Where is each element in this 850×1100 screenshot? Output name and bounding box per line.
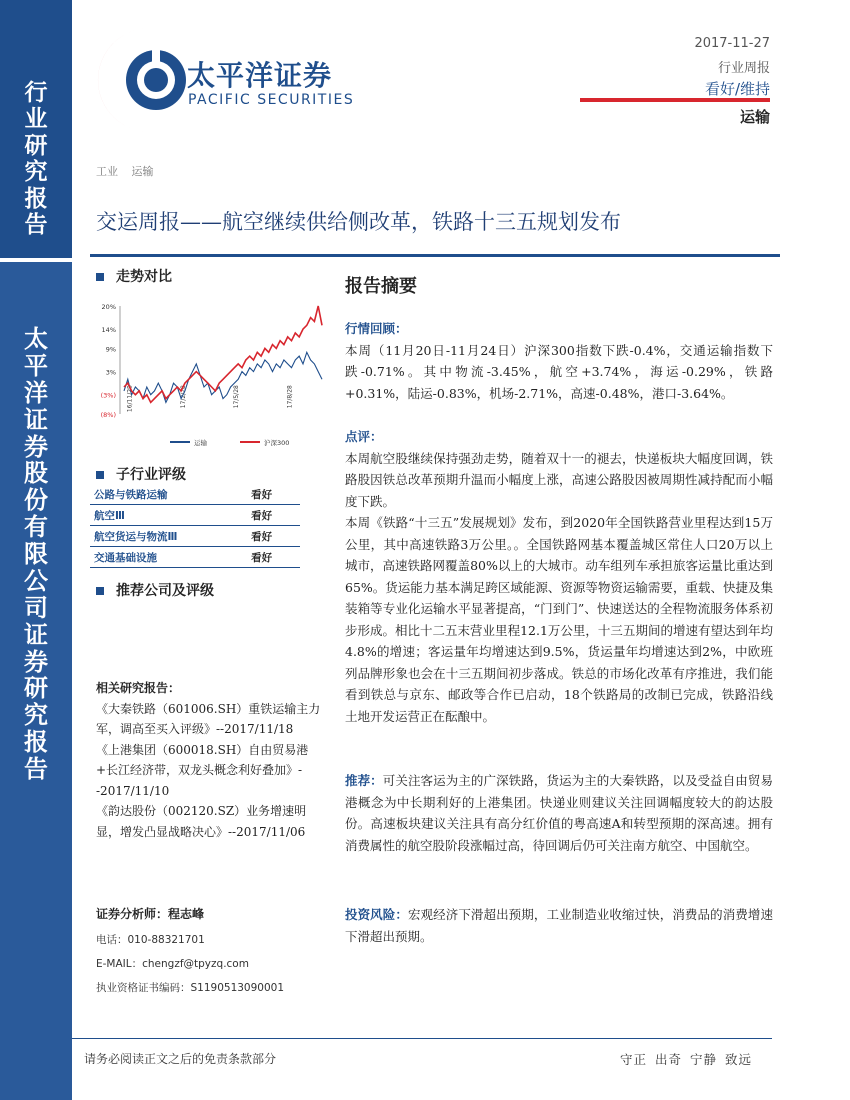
sidebar-company-label	[0, 326, 72, 783]
industry-rating: 看好/维持	[704, 80, 770, 98]
industry-name: 公路与铁路运输	[90, 484, 221, 505]
related-report-link[interactable]: 《上港集团（600018.SH）自由贸易港+长江经济带，双龙头概念利好叠加》--2017/11/10	[96, 742, 309, 798]
sidebar-char: 报	[24, 728, 48, 757]
sidebar-char: 业	[24, 106, 48, 133]
recommend-section	[345, 770, 773, 856]
trend-chart	[90, 296, 330, 456]
sidebar-char: 告	[24, 755, 48, 783]
report-date: 2017-11-27	[694, 36, 770, 51]
report-type: 行业周报	[717, 61, 770, 76]
sidebar-char: 券	[24, 432, 48, 461]
report-title: 交运周报——航空继续供给侧改革，铁路十三五规划发布	[96, 210, 621, 234]
table-row	[90, 526, 300, 547]
sidebar-char: 研	[24, 674, 48, 703]
y-tick-label: (3%)	[100, 391, 116, 400]
comment-label: 点评：	[345, 429, 383, 444]
sidebar-char: 公	[24, 566, 48, 595]
analyst-line	[96, 905, 204, 922]
summary-heading: 报告摘要	[345, 276, 417, 297]
industry-rating-value: 看好	[221, 526, 300, 547]
y-tick-label: (8%)	[100, 411, 116, 419]
market-label: 行情回顾：	[345, 321, 408, 336]
sidebar-char: 券	[24, 647, 48, 676]
sidebar-char: 究	[24, 159, 48, 186]
footer-motto	[620, 1050, 760, 1068]
y-tick-label: 3%	[105, 368, 116, 377]
sidebar-char: 股	[24, 459, 48, 488]
breadcrumb	[96, 163, 164, 179]
sidebar-char: 报	[24, 185, 48, 212]
table-row	[90, 484, 300, 505]
market-review-section	[345, 318, 773, 404]
industry-name: 航空货运与物流Ⅲ	[90, 526, 221, 547]
header-red-bar	[580, 98, 770, 102]
motto-word: 宁静	[690, 1052, 718, 1067]
recommend-label: 推荐：	[345, 773, 383, 788]
industry-rating-value: 看好	[221, 505, 300, 526]
logo-name-en: PACIFIC SECURITIES	[188, 92, 355, 108]
breadcrumb-item: 运输	[131, 165, 154, 178]
trend-heading: 走势对比	[96, 266, 172, 286]
legend-label: 运输	[194, 439, 207, 447]
title-divider	[90, 254, 780, 257]
analyst-name: 程志峰	[168, 907, 205, 921]
risk-section	[345, 904, 773, 947]
industry-name: 航空Ⅲ	[90, 505, 221, 526]
recommend-text: 可关注客运为主的广深铁路，货运为主的大秦铁路，以及受益自由贸易港概念为中长期利好的上港集团。快递业则建议关注回调幅度较大的韵达股份。高速板块建议关注具有高分红价值的粤高速A和转型预期的深高速。拥有消费属性的航空股阶段涨幅过高，待回调后仍可关注南方航空、中国航空。	[345, 773, 773, 853]
sidebar-char: 告	[24, 212, 48, 239]
sidebar-char: 行	[24, 80, 48, 106]
analyst-phone: 电话：010-88321701	[96, 934, 205, 946]
analyst-license: 执业资格证书编码：S1190513090001	[96, 982, 285, 994]
motto-word: 致远	[725, 1052, 753, 1067]
sidebar-char: 研	[24, 132, 48, 159]
related-report-link[interactable]: 《韵达股份（002120.SZ）业务增速明显，增发凸显战略决心》--2017/11/06	[96, 804, 307, 839]
sidebar-char: 证	[24, 405, 48, 434]
industry-name: 交通基础设施	[90, 547, 221, 568]
sidebar-char: 限	[24, 540, 48, 568]
sidebar-char: 司	[24, 593, 48, 622]
comment-paragraph: 本周航空股继续保持强劲走势，随着双十一的褪去，快递板块大幅度回调，铁路股因铁总改革预期升温而小幅度上涨，高速公路股因被周期性减持配而小幅度下跌。	[345, 450, 773, 509]
recommend-heading: 推荐公司及评级	[96, 580, 214, 600]
breadcrumb-item: 工业	[96, 165, 118, 178]
market-text: 本周（11月20日-11月24日）沪深300指数下跌-0.4%，交通运输指数下跌-0.71%。其中物流-3.45%，航空+3.74%，海运-0.29%，铁路+0.31%，陆运-0.83%，机场-2.71%，高速-0.48%，港口-3.64%。	[345, 342, 773, 401]
sidebar-char: 太	[24, 325, 48, 353]
risk-text: 宏观经济下滑超出预期，工业制造业收缩过快，消费品的消费增速下滑超出预期。	[345, 907, 773, 944]
y-tick-label: 20%	[101, 303, 116, 311]
sidebar	[0, 0, 72, 1100]
related-heading: 相关研究报告：	[96, 681, 181, 695]
table-row	[90, 547, 300, 568]
industry-rating-value: 看好	[221, 547, 300, 568]
related-reports	[96, 678, 328, 842]
analyst-email[interactable]: E-MAIL：chengzf@tpyzq.com	[96, 958, 249, 970]
industry-rating-value: 看好	[221, 484, 300, 505]
square-bullet-icon	[96, 471, 104, 479]
sidebar-char: 究	[24, 701, 48, 730]
industry-rating-table	[90, 484, 300, 568]
motto-word: 出奇	[655, 1052, 683, 1067]
motto-word: 守正	[620, 1052, 648, 1067]
square-bullet-icon	[96, 587, 104, 595]
sidebar-char: 洋	[24, 378, 48, 407]
sidebar-char: 有	[24, 513, 48, 542]
x-tick-label: 17/5/28	[233, 385, 241, 409]
x-tick-label: 17/8/28	[286, 385, 294, 409]
footer-divider	[72, 1038, 772, 1039]
comment-paragraph: 本周《铁路“十三五”发展规划》发布，到2020年全国铁路营业里程达到15万公里，其中高速铁路3万公里。。全国铁路网基本覆盖城区常住人口20万以上城市，高速铁路网覆盖80%以上的大城市。动车组列车承担旅客运量比重达到65%。货运能力基本满足跨区域能源、资源等物资运输需要，重载、快捷及集装箱等专业化运输水平显著提高，“门到门”、快速送达的全程物流服务体系初步形成。相比十二五末营业里程12.1万公里，十三五期间的增速有望达到年均4.8%的增速；客运量年均增速达到9.5%，货运量年均增速达到2%，中欧班列品牌形象也会在十三五期间初步落成。铁总的市场化改革有序推进，我们能看到铁总与京东、邮政等合作已启动，18个铁路局的改制已完成，铁路沿线土地开发运营正在酝酿中。	[345, 515, 773, 724]
logo-name-cn: 太平洋证券	[187, 59, 333, 92]
sidebar-char: 平	[24, 351, 48, 380]
analyst-label: 证券分析师：	[96, 907, 169, 921]
y-tick-label: 9%	[105, 345, 116, 354]
sector-name: 运输	[739, 108, 770, 126]
comment-section	[345, 426, 773, 727]
footer-disclaimer: 请务必阅读正文之后的免责条款部分	[84, 1052, 277, 1066]
table-row	[90, 505, 300, 526]
sidebar-char: 证	[24, 620, 48, 649]
industry-heading: 子行业评级	[96, 464, 186, 484]
sidebar-report-category	[0, 80, 72, 239]
sidebar-char: 份	[24, 486, 48, 515]
risk-label: 投资风险：	[345, 907, 408, 922]
x-tick-label: 16/11/28	[126, 385, 134, 413]
related-report-link[interactable]: 《大秦铁路（601006.SH）重铁运输主力军，调高至买入评级》--2017/11/18	[96, 701, 321, 736]
square-bullet-icon	[96, 273, 104, 281]
legend-label: 沪深300	[264, 439, 290, 447]
x-tick-label: 17/2/28	[179, 385, 187, 409]
y-tick-label: 14%	[101, 326, 116, 335]
